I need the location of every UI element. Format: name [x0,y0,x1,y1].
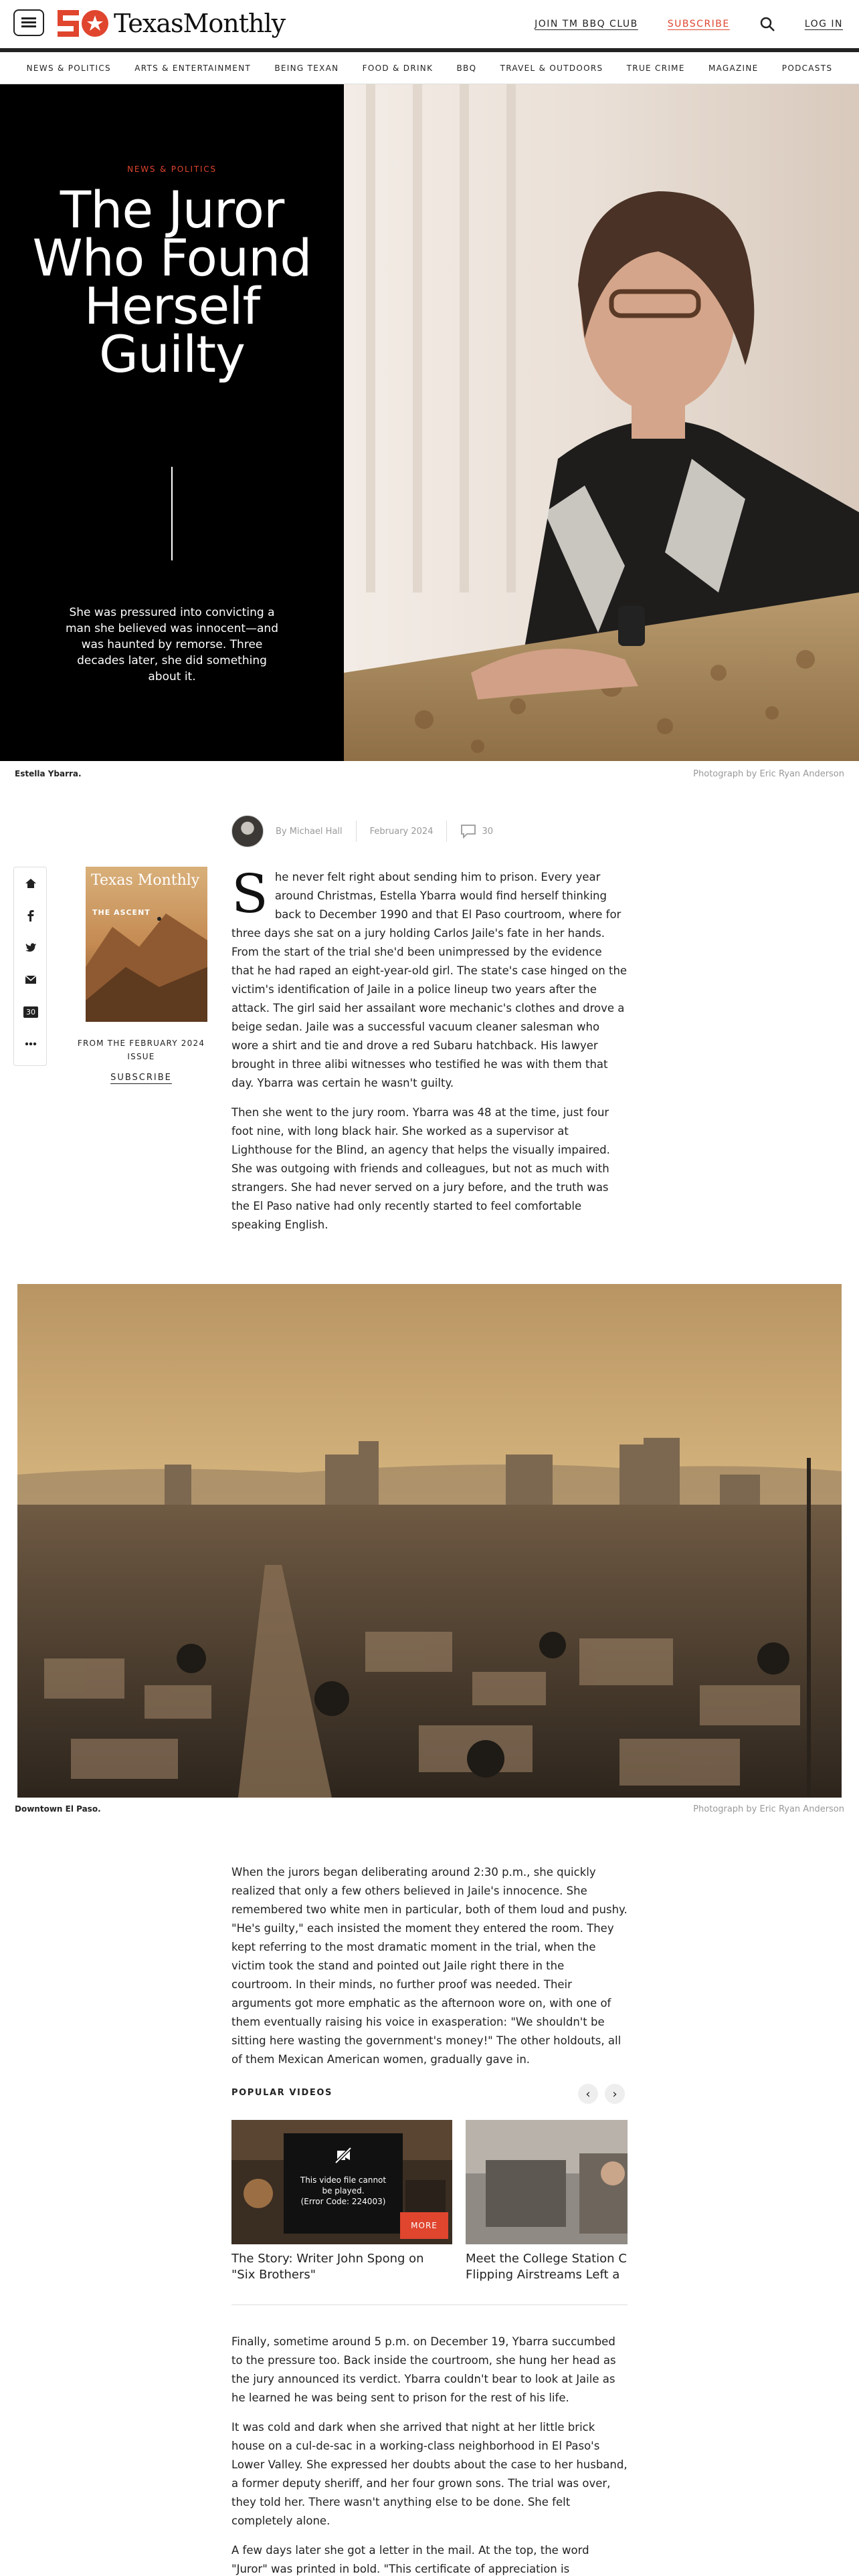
video-player[interactable] [231,2120,452,2244]
photo-downtown-el-paso [17,1284,842,1798]
nav-podcasts[interactable]: PODCASTS [781,63,833,73]
video-thumbnail[interactable] [466,2120,628,2244]
article-paragraph: Finally, sometime around 5 p.m. on December 19, Ybarra succumbed to the pressure too. Back inside the courtroom, she hung her head as the jury announced its verdict. Ybarra couldn't bear to look at Jaile as he learned he was being sent to prison for the rest of his life. [231,2335,616,2404]
byline-separator [446,821,447,842]
logo-mark-icon [58,10,108,37]
nav-travel-outdoors[interactable]: TRAVEL & OUTDOORS [500,63,603,73]
comment-count[interactable]: 30 [482,826,494,837]
hero-photo-estella-ybarra [344,84,859,761]
video-divider [231,2304,628,2305]
article-paragraph: Then she went to the jury room. Ybarra was 48 at the time, just four foot nine, with long black hair. She worked as a supervisor at Lighthouse for the Blind, an agency that helps the visually impaired. She was outgoing with friends and colleagues, but not as much with strangers. She had never served on a jury before, and the truth was the El Paso native had only recently started to feel comfortable speaking English. [231,1106,610,1231]
comments-count-badge: 30 [23,1006,38,1018]
video-carousel [231,2120,628,2303]
nav-bbq[interactable]: BBQ [456,63,477,73]
site-logo[interactable] [58,8,285,39]
magazine-issue: FROM THE FEBRUARY 2024 ISSUE [77,1039,205,1061]
site-header [0,0,859,48]
hero-caption-row [15,769,844,782]
video-title-line: Meet the College Station C [466,2252,627,2266]
magazine-cover[interactable] [86,867,207,1022]
header-actions [505,16,843,32]
video-title[interactable] [466,2251,628,2283]
search-icon[interactable] [759,16,775,32]
popular-videos-title: POPULAR VIDEOS [231,2088,332,2098]
email-icon[interactable] [14,964,47,996]
byline [231,815,493,848]
article-body-continued [231,2333,628,2576]
video-title-line: The Story: Writer John Spong on [231,2252,424,2266]
nav-true-crime[interactable]: TRUE CRIME [626,63,685,73]
hero-dek: She was pressured into convicting a man she believed was innocent—and was haunted by remorse. Three decades later, she did something about it. [65,606,278,683]
comment-icon[interactable] [460,824,476,839]
nav-arts-entertainment[interactable]: ARTS & ENTERTAINMENT [134,63,252,73]
video-error-overlay [284,2133,403,2234]
chevron-right-icon[interactable]: › [605,2084,625,2104]
article-body-middle [231,1863,628,2080]
article-paragraph: A few days later she got a letter in the mail. At the top, the word "Juror" was printed in bold. "This certificate of appreciation is [231,2544,589,2575]
subscribe-link[interactable]: SUBSCRIBE [667,19,730,29]
logo-wordmark: TexasMonthly [114,9,286,38]
hamburger-icon [21,17,36,28]
hero-divider [171,467,173,560]
hero-category[interactable]: NEWS & POLITICS [127,165,217,174]
video-title-line: "Six Brothers" [231,2268,316,2282]
byline-separator [356,821,357,842]
photo2-credit: Photograph by Eric Ryan Anderson [693,1804,844,1814]
video-error-text: This video file cannot be played. [300,2175,387,2195]
video-more-button[interactable]: MORE [400,2212,448,2239]
twitter-icon[interactable] [14,932,47,964]
nav-being-texan[interactable]: BEING TEXAN [274,63,339,73]
magazine-subscribe-link[interactable]: SUBSCRIBE [110,1073,172,1083]
hero [0,84,859,761]
article-paragraph [231,863,628,1093]
photo2-caption-row [15,1804,844,1818]
login-link[interactable]: LOG IN [804,19,843,29]
publish-date: February 2024 [369,826,434,837]
video-card[interactable] [231,2120,452,2283]
menu-button[interactable] [13,9,44,36]
share-rail [13,867,47,1066]
bbq-club-link[interactable]: JOIN TM BBQ CLUB [535,19,638,29]
hero-credit: Photograph by Eric Ryan Anderson [693,769,844,779]
article-body-intro [231,863,628,1245]
hero-text-panel [0,84,344,761]
magazine-cover-story: THE ASCENT [92,908,151,917]
video-card[interactable] [466,2120,628,2283]
facebook-icon[interactable] [14,899,47,932]
section-nav [0,52,859,84]
nav-food-drink[interactable]: FOOD & DRINK [362,63,434,73]
dropcap: S [231,863,268,925]
nav-magazine[interactable]: MAGAZINE [708,63,759,73]
video-title[interactable] [231,2251,452,2283]
article-paragraph: When the jurors began deliberating around 2:30 p.m., she quickly realized that only a few others believed in Jaile's innocence. She remembered two white men in particular, both of them loud and pushy. "He's guilty," each insisted the moment they entered the room. They kept referring to the most dramatic moment in the trial, when the victim took the stand and pointed out Jaile right there in the courtroom. In their minds, no further proof was needed. Their arguments got more emphatic as the afternoon wore on, with one of them eventually raising his voice in exasperation: "We shouldn't be sitting here wasting the government's money!" The other holdouts, all of them Mexican American women, gradually gave in. [231,1866,628,2066]
more-options-icon[interactable] [14,1028,47,1060]
nav-news-politics[interactable]: NEWS & POLITICS [26,63,111,73]
author-name[interactable]: By Michael Hall [276,826,343,837]
author-avatar[interactable] [231,815,264,847]
page-title: The Juror Who Found Herself Guilty [32,180,312,384]
video-error-code: (Error Code: 224003) [300,2197,386,2206]
magazine-cover-title: Texas Monthly [91,872,200,889]
paragraph-text: he never felt right about sending him to prison. Every year around Christmas, Estella Ybarra would find herself thinking back to December 1990 and that El Paso courtroom, where for three days she sat on a jury holding Carlos Jaile's fate in her hands. From the start of the trial she'd been unimpressed by the evidence that he had raped an eight-year-old girl. The state's case hinged on the victim's identification of Jaile in a police lineup two years after the attack. The girl said her assailant wore mechanic's clothes and drove a beige sedan. Jaile was a successful vacuum cleaner salesman who wore a shirt and tie and drove a red Subaru hatchback. His lawyer brought in three alibi witnesses who testified he was with them that day. Ybarra was certain he wasn't guilty. [231,871,628,1089]
article-paragraph: It was cold and dark when she arrived that night at her little brick house on a cul-de-sac in a working-class neighborhood in El Paso's Lower Valley. She expressed her doubts about the case to her husband, a former deputy sheriff, and her four grown sons. The trial was over, they told her. There wasn't anything else to be done. She felt completely alone. [231,2421,628,2527]
home-icon[interactable] [14,867,47,899]
popular-videos-header [231,2084,628,2107]
chevron-left-icon[interactable]: ‹ [578,2084,598,2104]
comments-button[interactable] [14,996,47,1028]
no-video-icon [333,2145,353,2165]
video-title-line: Flipping Airstreams Left a [466,2268,620,2282]
hero-caption: Estella Ybarra. [15,769,82,778]
photo2-caption: Downtown El Paso. [15,1804,101,1814]
